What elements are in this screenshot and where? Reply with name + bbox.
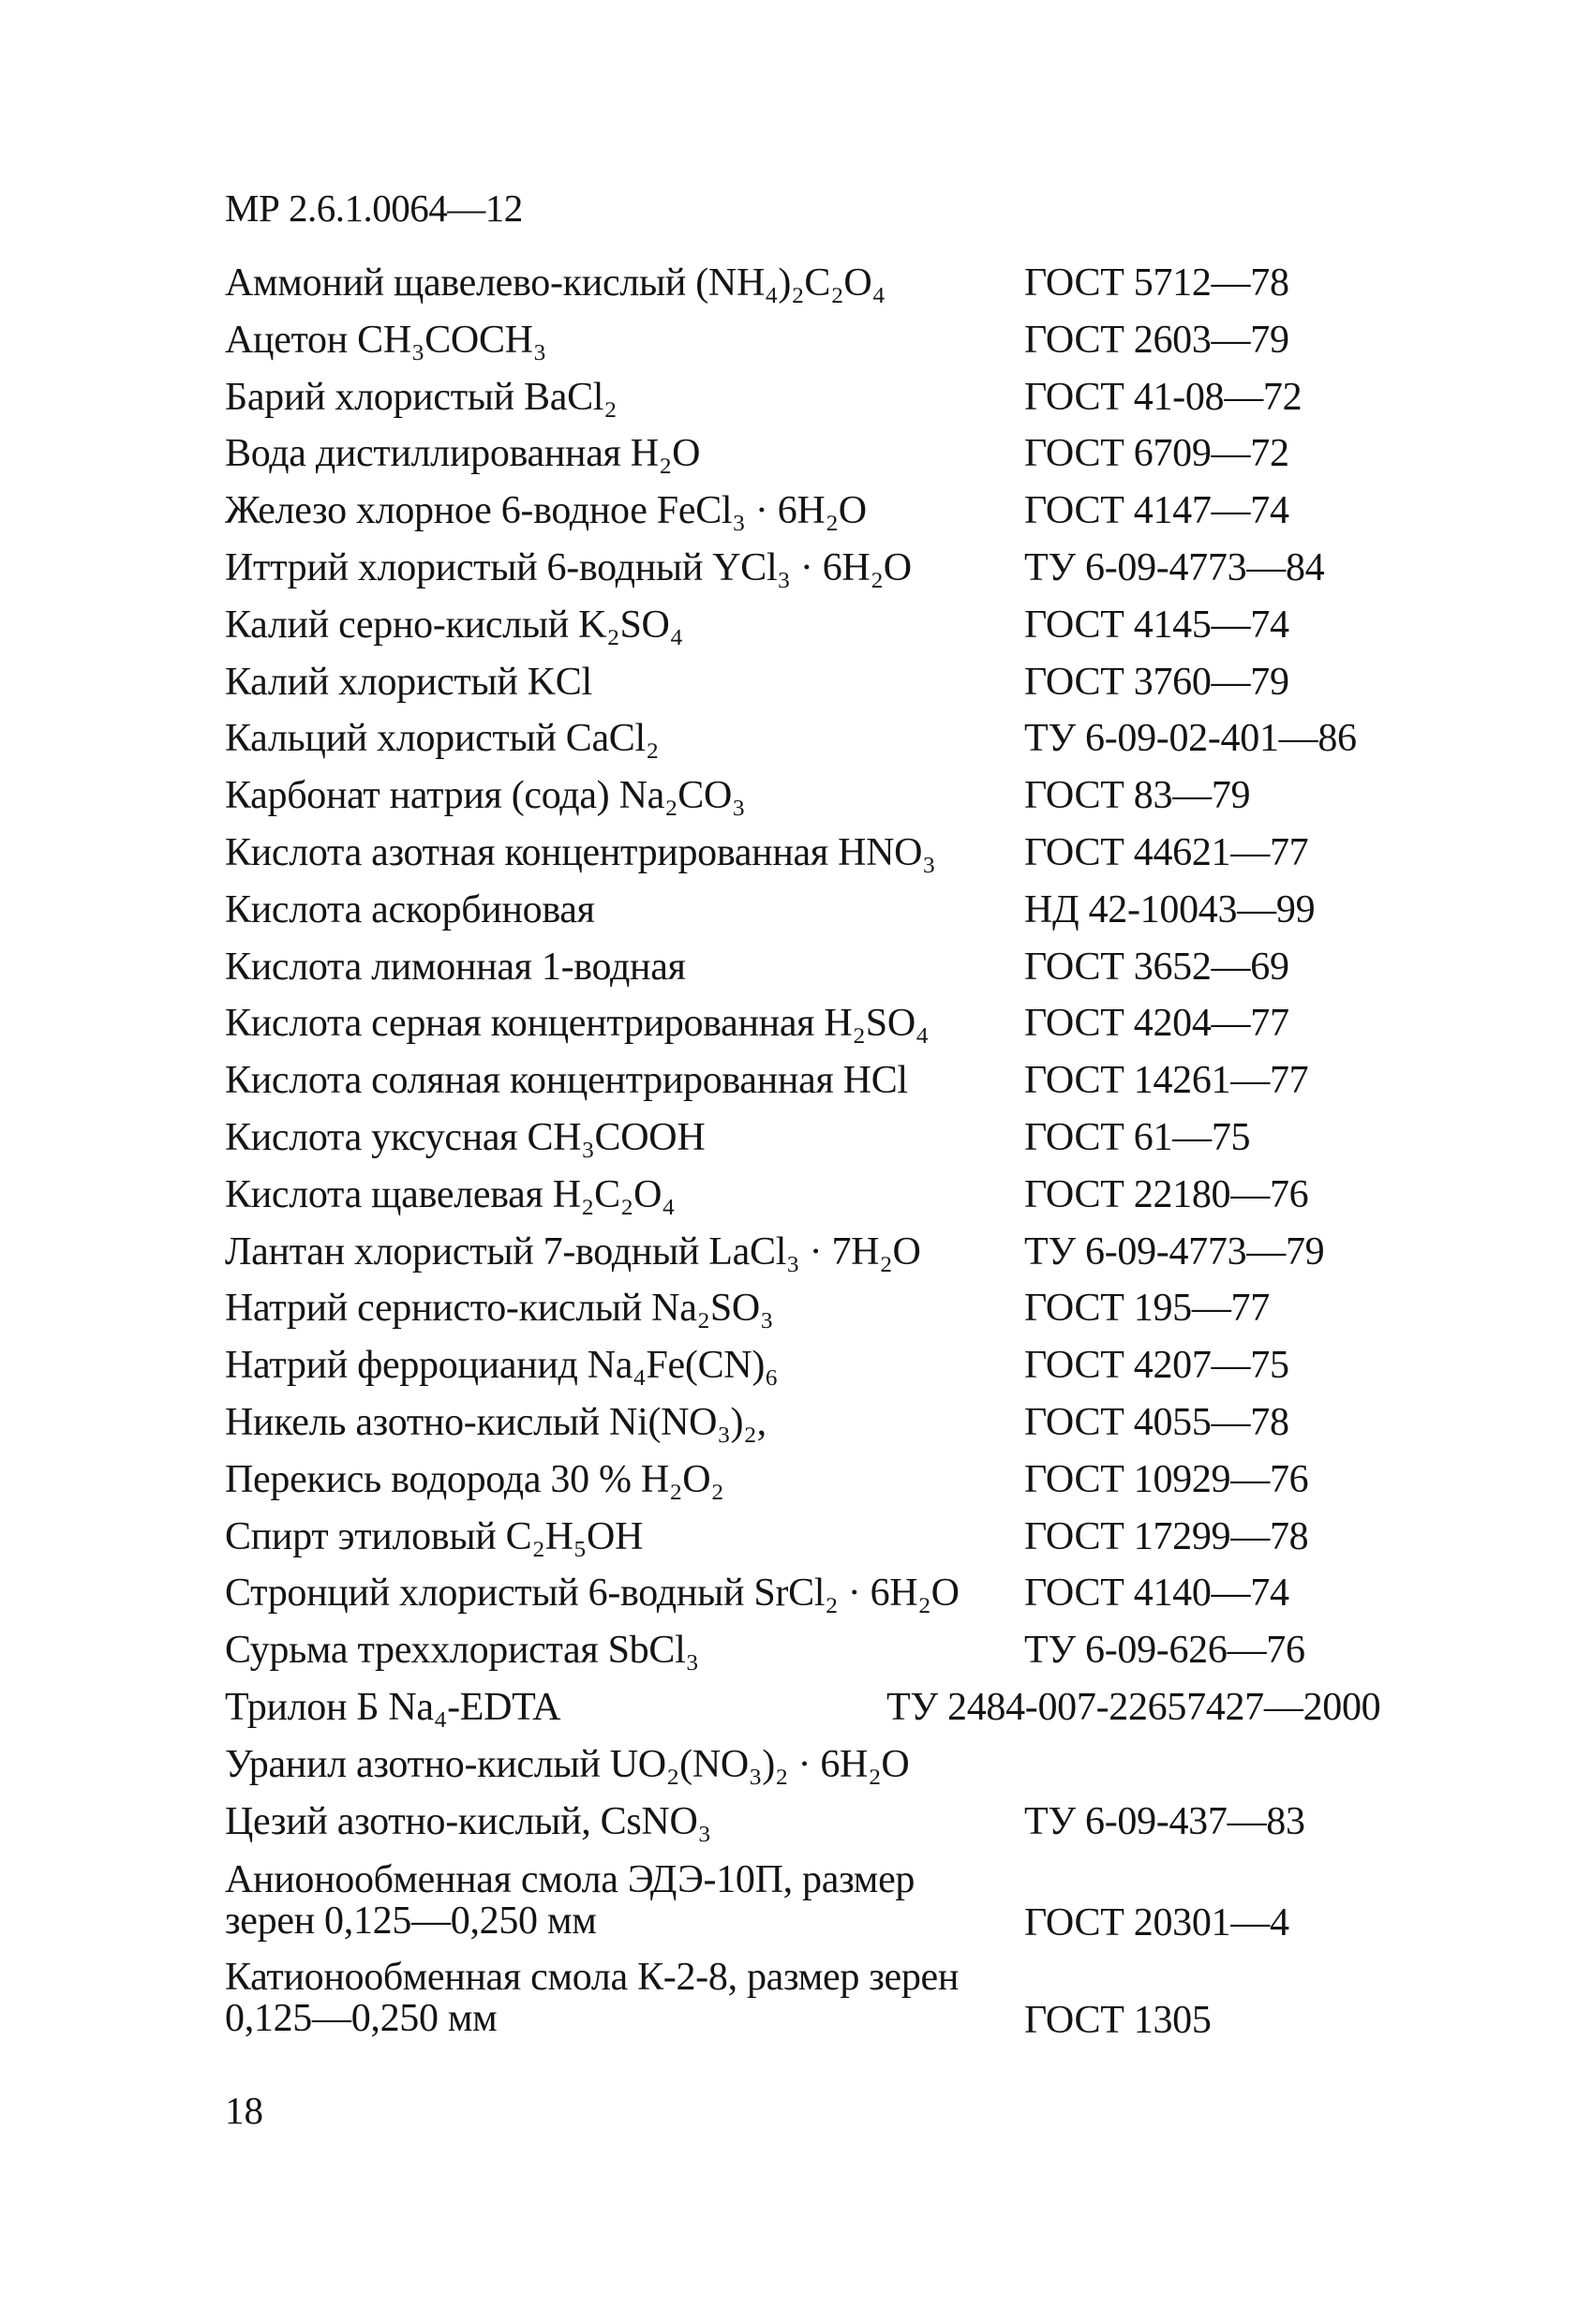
reagent-standard: ГОСТ 4204—77 — [1024, 1002, 1289, 1046]
reagent-standard: ГОСТ 22180—76 — [1024, 1172, 1309, 1216]
reagent-name: Лантан хлористый 7-водный LaCl₃ · 7H₂O — [225, 1229, 921, 1274]
reagent-standard: НД 42-10043—99 — [1024, 887, 1316, 931]
reagent-name: Калий серно-кислый K₂SO₄ — [225, 603, 683, 647]
reagent-row — [0, 1571, 1593, 1628]
reagent-row — [0, 1799, 1593, 1856]
reagent-standard: ТУ 6-09-4773—84 — [1024, 545, 1325, 589]
reagent-name: Железо хлорное 6-водное FeCl₃ · 6H₂O — [225, 489, 867, 533]
reagent-row — [0, 603, 1593, 660]
reagent-standard: ГОСТ 20301—4 — [1024, 1901, 1289, 1945]
reagent-name: Катионообменная смола К-2-8, размер зерен 0,125—0,250 мм — [225, 1956, 960, 2041]
reagent-name: Калий хлористый KCl — [225, 660, 592, 704]
reagent-row — [0, 1001, 1593, 1058]
reagent-row — [0, 1628, 1593, 1685]
reagent-standard: ГОСТ 17299—78 — [1024, 1514, 1309, 1558]
reagent-name: Кальций хлористый CaCl₂ — [225, 717, 660, 761]
reagent-standard: ГОСТ 61—75 — [1024, 1115, 1251, 1159]
reagent-standard: ГОСТ 3760—79 — [1024, 660, 1289, 704]
reagent-name: Карбонат натрия (сода) Na₂CO₃ — [225, 774, 746, 818]
reagent-row — [0, 830, 1593, 887]
reagent-name: Кислота азотная концентрированная HNO₃ — [225, 830, 936, 874]
reagent-row — [0, 1229, 1593, 1287]
reagent-row — [0, 1685, 1593, 1742]
reagent-row — [0, 773, 1593, 830]
reagent-standard: ГОСТ 195—77 — [1024, 1287, 1270, 1331]
reagent-name: Кислота лимонная 1-водная — [225, 945, 686, 989]
reagent-row — [0, 1058, 1593, 1115]
reagent-standard: ТУ 6-09-4773—79 — [1024, 1229, 1325, 1274]
reagent-row — [0, 1957, 1593, 2054]
reagent-name: Иттрий хлористый 6-водный YCl₃ · 6H₂O — [225, 545, 912, 589]
reagent-standard: ГОСТ 2603—79 — [1024, 318, 1289, 362]
reagent-name: Цезий азотно-кислый, CsNO₃ — [225, 1799, 711, 1843]
reagent-standard: ТУ 6-09-02-401—86 — [1024, 717, 1357, 761]
reagent-row — [0, 1400, 1593, 1457]
reagent-standard: ГОСТ 4145—74 — [1024, 603, 1289, 647]
reagent-row — [0, 431, 1593, 488]
reagent-row — [0, 660, 1593, 717]
reagent-name: Кислота уксусная CH₃COOH — [225, 1115, 706, 1159]
reagent-standard: ТУ 6-09-437—83 — [1024, 1799, 1305, 1843]
reagent-name: Кислота соляная концентрированная HCl — [225, 1059, 908, 1103]
reagent-standard: ГОСТ 4140—74 — [1024, 1572, 1289, 1616]
reagent-name: Трилон Б Na₄-EDTA — [225, 1685, 561, 1729]
reagent-row — [0, 1514, 1593, 1572]
reagent-name: Сурьма треххлористая SbCl₃ — [225, 1629, 699, 1673]
reagent-row — [0, 545, 1593, 603]
reagent-standard: ГОСТ 4207—75 — [1024, 1344, 1289, 1388]
reagent-row — [0, 945, 1593, 1002]
page-number: 18 — [225, 2089, 263, 2132]
reagent-row — [0, 1172, 1593, 1229]
reagent-standard: ГОСТ 3652—69 — [1024, 945, 1289, 989]
reagent-row — [0, 1457, 1593, 1514]
reagent-standard: ГОСТ 10929—76 — [1024, 1457, 1309, 1501]
reagent-row — [0, 1859, 1593, 1957]
reagent-row — [0, 887, 1593, 945]
reagent-name: Аммоний щавелево-кислый (NH₄)₂C₂O₄ — [225, 261, 886, 305]
reagent-name: Вода дистиллированная H₂O — [225, 432, 701, 476]
reagent-row — [0, 716, 1593, 773]
reagent-name: Никель азотно-кислый Ni(NO₃)₂, — [225, 1400, 767, 1444]
reagent-name: Анионообменная смола ЭДЭ-10П, размер зерен 0,125—0,250 мм — [225, 1858, 916, 1944]
reagent-name: Натрий сернисто-кислый Na₂SO₃ — [225, 1287, 774, 1331]
reagent-standard: ГОСТ 6709—72 — [1024, 432, 1289, 476]
reagent-standard: ГОСТ 14261—77 — [1024, 1059, 1309, 1103]
reagent-row — [0, 318, 1593, 375]
reagent-row — [0, 1286, 1593, 1343]
reagent-name: Барий хлористый BaCl₂ — [225, 375, 618, 419]
reagent-standard: ГОСТ 4147—74 — [1024, 489, 1289, 533]
reagent-name: Перекись водорода 30 % H₂O₂ — [225, 1457, 724, 1501]
reagent-row — [0, 261, 1593, 318]
reagent-name: Стронций хлористый 6-водный SrCl₂ · 6H₂O — [225, 1572, 960, 1616]
reagent-row — [0, 1115, 1593, 1172]
reagent-row — [0, 1742, 1593, 1799]
reagent-standard: ТУ 2484-007-22657427—2000 — [886, 1685, 1381, 1729]
reagent-standard: ТУ 6-09-626—76 — [1024, 1629, 1305, 1673]
reagent-row — [0, 375, 1593, 432]
running-header: МР 2.6.1.0064—12 — [225, 186, 523, 230]
reagent-name: Ацетон CH₃COCH₃ — [225, 318, 547, 362]
reagent-name: Кислота серная концентрированная H₂SO₄ — [225, 1002, 930, 1046]
reagent-name: Кислота щавелевая H₂C₂O₄ — [225, 1172, 676, 1216]
reagent-name: Кислота аскорбиновая — [225, 887, 595, 931]
reagent-name: Уранил азотно-кислый UO₂(NO₃)₂ · 6H₂O — [225, 1742, 910, 1786]
reagent-standard: ГОСТ 5712—78 — [1024, 261, 1289, 305]
reagent-name: Спирт этиловый C₂H₅OH — [225, 1514, 644, 1558]
reagent-row — [0, 1343, 1593, 1400]
reagent-standard: ГОСТ 1305 — [1024, 1999, 1212, 2043]
reagent-standard: ГОСТ 4055—78 — [1024, 1400, 1289, 1444]
reagent-standard: ГОСТ 44621—77 — [1024, 830, 1309, 874]
reagent-standard: ГОСТ 41-08—72 — [1024, 375, 1303, 419]
reagent-name: Натрий ферроцианид Na₄Fe(CN)₆ — [225, 1344, 779, 1388]
reagent-list — [0, 261, 1593, 2054]
reagent-row — [0, 488, 1593, 545]
reagent-standard: ГОСТ 83—79 — [1024, 774, 1251, 818]
